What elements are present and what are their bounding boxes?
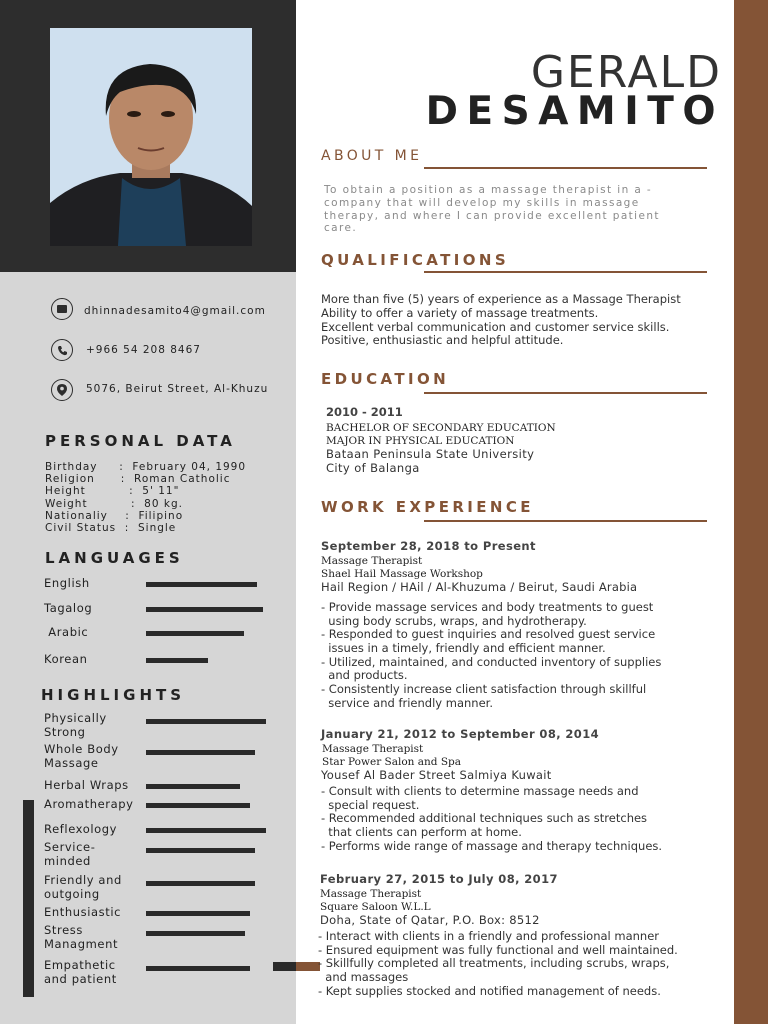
phone-text: +966 54 208 8467 [86, 344, 201, 356]
job-company: Star Power Salon and Spa [322, 756, 462, 768]
job-bullet: - Ensured equipment was fully functional and well maintained. [318, 942, 678, 957]
skill-label: Empathetic and patient [44, 958, 117, 986]
job-location: Yousef Al Bader Street Salmiya Kuwait [321, 768, 552, 782]
skill-label: Aromatherapy [44, 797, 134, 811]
job-bullet: - Utilized, maintained, and conducted inventory of supplies and products. [321, 654, 662, 683]
skill-label: Enthusiastic [44, 905, 122, 919]
personal-row-height: Height : 5' 11" [45, 485, 180, 498]
job-title: Massage Therapist [322, 743, 424, 755]
personal-row-birthday: Birthday : February 04, 1990 [45, 461, 247, 473]
education-heading: EDUCATION [321, 370, 450, 388]
personal-data-heading: PERSONAL DATA [45, 432, 236, 450]
personal-row-religion: Religion : Roman Catholic [45, 473, 231, 486]
education-major: MAJOR IN PHYSICAL EDUCATION [326, 434, 515, 447]
job-bullet: - Recommended additional techniques such as stretches that clients can perform at home. [321, 811, 648, 839]
job-bullet: - Consult with clients to determine massage needs and special request. [321, 783, 639, 812]
skill-label: Tagalog [44, 601, 93, 615]
decorative-vertical-bar [23, 800, 34, 997]
work-experience-heading: WORK EXPERIENCE [321, 498, 534, 516]
skill-label: Herbal Wraps [44, 778, 129, 792]
job-location: Doha, State of Qatar, P.O. Box: 8512 [320, 913, 540, 927]
skill-level-bar [146, 931, 245, 936]
job-entry [321, 727, 662, 853]
skill-level-bar [146, 582, 257, 587]
job-entry [320, 872, 678, 998]
skill-level-bar [146, 828, 266, 833]
job-location: Hail Region / HAil / Al-Khuzuma / Beirut, Saudi Arabia [321, 580, 638, 594]
job-bullet: - Consistently increase client satisfaction through skillful service and friendly manner. [321, 682, 647, 710]
job-bullet: - Provide massage services and body treatments to guest using body scrubs, wraps, and hydrotherapy. [321, 599, 654, 628]
about-text [324, 184, 660, 235]
qualification-line: Ability to offer a variety of massage treatments. [321, 305, 599, 320]
skill-label: Stress Managment [44, 923, 119, 951]
skill-label: Whole Body Massage [44, 742, 119, 770]
about-line: company that will develop my skills in massage [324, 196, 640, 209]
job-company: Shael Hail Massage Workshop [321, 568, 483, 580]
work-rule [424, 520, 707, 522]
skill-level-bar [146, 658, 208, 663]
email-text: dhinnadesamito4@gmail.com [84, 305, 266, 317]
about-line: therapy, and where I can provide excellent patient [324, 209, 660, 222]
skill-label: Service- minded [44, 840, 96, 868]
education-school: Bataan Peninsula State University [326, 446, 535, 461]
about-line: To obtain a position as a massage therapist in a - [324, 184, 653, 196]
skill-level-bar [146, 607, 263, 612]
decorative-dash-dark [273, 962, 296, 971]
about-heading: ABOUT ME [321, 148, 423, 164]
education-rule [424, 392, 707, 394]
qualification-line: Excellent verbal communication and customer service skills. [321, 319, 670, 334]
decorative-dash-brown [296, 962, 320, 971]
personal-data-list [45, 461, 246, 534]
job-company: Square Saloon W.L.L [320, 901, 431, 913]
skill-level-bar [146, 803, 250, 808]
skill-label: Friendly and outgoing [44, 873, 122, 901]
job-bullet: - Responded to guest inquiries and resolved guest service issues in a timely, friendly and efficient manner. [321, 627, 656, 655]
personal-row-nationality: Nationaliy : Filipino [45, 509, 184, 522]
skill-level-bar [146, 881, 255, 886]
job-date: September 28, 2018 to Present [321, 539, 536, 553]
about-line: care. [324, 222, 358, 235]
highlights-heading: HIGHLIGHTS [41, 686, 186, 704]
skill-label: Physically Strong [44, 711, 107, 739]
skill-level-bar [146, 750, 255, 755]
qualifications-rule [424, 271, 707, 273]
skill-level-bar [146, 911, 250, 916]
qualifications-heading: QUALIFICATIONS [321, 251, 510, 269]
education-degree: BACHELOR OF SECONDARY EDUCATION [326, 421, 556, 434]
skill-label: Korean [44, 652, 88, 666]
last-name: DESAMITO [425, 89, 724, 134]
education-block [326, 406, 556, 475]
languages-heading: LANGUAGES [45, 549, 184, 567]
profile-photo [50, 28, 252, 246]
job-title: Massage Therapist [321, 555, 423, 567]
qualifications-text [321, 293, 681, 348]
job-date: January 21, 2012 to September 08, 2014 [321, 727, 600, 741]
skill-label: English [44, 576, 90, 590]
skill-level-bar [146, 966, 250, 971]
skill-level-bar [146, 784, 240, 789]
job-title: Massage Therapist [320, 888, 422, 900]
job-bullet: - Performs wide range of massage and therapy techniques. [321, 838, 663, 853]
qualification-line: Positive, enthusiastic and helpful attitude. [321, 333, 564, 348]
personal-row-weight: Weight : 80 kg. [45, 497, 183, 510]
first-name: GERALD [530, 47, 722, 98]
education-years: 2010 - 2011 [326, 405, 403, 419]
personal-row-civil-status: Civil Status : Single [45, 522, 177, 535]
skill-label: Reflexology [44, 822, 118, 836]
job-entry [321, 539, 661, 710]
skill-level-bar [146, 719, 266, 724]
education-city: City of Balanga [326, 460, 420, 475]
job-bullet: - Interact with clients in a friendly and professional manner [318, 928, 660, 943]
job-bullet: - Skillfully completed all treatments, including scrubs, wraps, and massages [318, 956, 670, 984]
location-pin-icon [51, 379, 73, 401]
job-date: February 27, 2015 to July 08, 2017 [320, 872, 558, 886]
phone-icon [51, 339, 73, 361]
address-text: 5076, Beirut Street, Al-Khuzu [86, 383, 269, 395]
skill-label: Arabic [44, 625, 89, 639]
skill-level-bar [146, 848, 255, 853]
skill-level-bar [146, 631, 244, 636]
job-bullet: - Kept supplies stocked and notified management of needs. [318, 983, 661, 998]
qualification-line: More than five (5) years of experience as a Massage Therapist [321, 292, 681, 306]
accent-side-bar [734, 0, 768, 1024]
about-rule [424, 167, 707, 169]
email-icon [51, 298, 73, 320]
